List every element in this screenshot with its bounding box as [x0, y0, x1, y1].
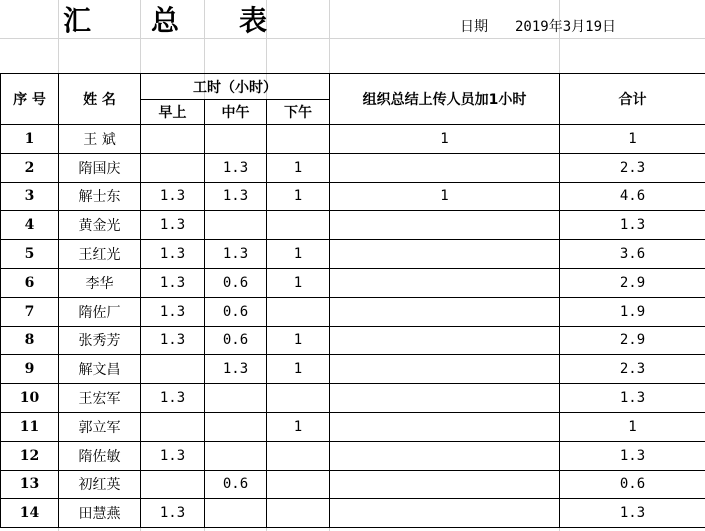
table-row	[1, 153, 705, 182]
cell-extra-hour[interactable]	[330, 240, 560, 269]
cell-total[interactable]: 1.3	[560, 384, 705, 413]
cell-morning[interactable]	[141, 470, 205, 499]
table-row	[1, 268, 705, 297]
cell-name[interactable]: 王红光	[59, 240, 141, 269]
cell-noon[interactable]	[205, 384, 267, 413]
cell-name[interactable]: 解文昌	[59, 355, 141, 384]
cell-total[interactable]: 1.9	[560, 297, 705, 326]
cell-noon[interactable]	[205, 125, 267, 154]
summary-table	[0, 73, 705, 528]
cell-seq[interactable]: 4	[1, 211, 59, 240]
cell-noon[interactable]: 0.6	[205, 326, 267, 355]
cell-name[interactable]: 田慧燕	[59, 499, 141, 528]
header-name[interactable]: 姓 名	[59, 74, 141, 125]
table-row	[1, 211, 705, 240]
title-char-2: 总	[150, 4, 179, 37]
cell-morning[interactable]: 1.3	[141, 268, 205, 297]
header-seq[interactable]: 序 号	[1, 74, 59, 125]
cell-name[interactable]: 解士东	[59, 182, 141, 211]
cell-noon[interactable]: 1.3	[205, 355, 267, 384]
table-row	[1, 297, 705, 326]
cell-noon[interactable]: 0.6	[205, 297, 267, 326]
cell-morning[interactable]	[141, 412, 205, 441]
cell-name[interactable]: 初红英	[59, 470, 141, 499]
cell-total[interactable]: 3.6	[560, 240, 705, 269]
cell-name[interactable]: 黄金光	[59, 211, 141, 240]
header-afternoon[interactable]: 下午	[267, 100, 330, 125]
cell-name[interactable]: 隋国庆	[59, 153, 141, 182]
cell-seq[interactable]: 3	[1, 182, 59, 211]
cell-noon[interactable]: 0.6	[205, 268, 267, 297]
cell-noon[interactable]: 1.3	[205, 240, 267, 269]
cell-afternoon[interactable]	[267, 470, 330, 499]
date-value: 2019年3月19日	[515, 19, 617, 35]
cell-morning[interactable]: 1.3	[141, 326, 205, 355]
cell-noon[interactable]	[205, 499, 267, 528]
cell-seq[interactable]: 8	[1, 326, 59, 355]
cell-morning[interactable]: 1.3	[141, 499, 205, 528]
table-row	[1, 355, 705, 384]
cell-morning[interactable]	[141, 125, 205, 154]
cell-morning[interactable]: 1.3	[141, 441, 205, 470]
cell-seq[interactable]: 11	[1, 412, 59, 441]
cell-morning[interactable]	[141, 355, 205, 384]
cell-afternoon[interactable]	[267, 297, 330, 326]
cell-extra-hour[interactable]	[330, 412, 560, 441]
cell-seq[interactable]: 2	[1, 153, 59, 182]
cell-morning[interactable]: 1.3	[141, 384, 205, 413]
cell-name[interactable]: 王 斌	[59, 125, 141, 154]
header-morning[interactable]: 早上	[141, 100, 205, 125]
cell-afternoon[interactable]: 1	[267, 412, 330, 441]
cell-afternoon[interactable]	[267, 499, 330, 528]
header-noon[interactable]: 中午	[205, 100, 267, 125]
cell-extra-hour[interactable]: 1	[330, 125, 560, 154]
cell-noon[interactable]	[205, 412, 267, 441]
cell-extra-hour[interactable]	[330, 384, 560, 413]
cell-morning[interactable]	[141, 153, 205, 182]
table-row	[1, 412, 705, 441]
cell-afternoon[interactable]	[267, 384, 330, 413]
cell-seq[interactable]: 7	[1, 297, 59, 326]
cell-name[interactable]: 李华	[59, 268, 141, 297]
sheet-title	[0, 4, 330, 38]
cell-extra-hour[interactable]	[330, 211, 560, 240]
cell-noon[interactable]: 1.3	[205, 182, 267, 211]
table-row	[1, 125, 705, 154]
cell-noon[interactable]	[205, 211, 267, 240]
table-row	[1, 499, 705, 528]
table-row	[1, 470, 705, 499]
cell-afternoon[interactable]: 1	[267, 182, 330, 211]
cell-total[interactable]: 2.9	[560, 268, 705, 297]
title-char-3: 表	[239, 4, 268, 37]
cell-seq[interactable]: 5	[1, 240, 59, 269]
cell-noon[interactable]: 1.3	[205, 153, 267, 182]
cell-seq[interactable]: 6	[1, 268, 59, 297]
cell-extra-hour[interactable]: 1	[330, 182, 560, 211]
table-row	[1, 182, 705, 211]
cell-total[interactable]: 1	[560, 412, 705, 441]
cell-afternoon[interactable]: 1	[267, 153, 330, 182]
cell-name[interactable]: 隋佐厂	[59, 297, 141, 326]
cell-seq[interactable]: 1	[1, 125, 59, 154]
cell-name[interactable]: 张秀芳	[59, 326, 141, 355]
cell-afternoon[interactable]	[267, 441, 330, 470]
date-label: 日期	[460, 19, 488, 35]
cell-noon[interactable]: 0.6	[205, 470, 267, 499]
cell-morning[interactable]: 1.3	[141, 297, 205, 326]
header-total[interactable]: 合计	[560, 74, 705, 125]
cell-afternoon[interactable]: 1	[267, 355, 330, 384]
cell-extra-hour[interactable]	[330, 297, 560, 326]
cell-seq[interactable]: 10	[1, 384, 59, 413]
cell-extra-hour[interactable]	[330, 326, 560, 355]
header-hours[interactable]: 工时（小时）	[141, 74, 330, 100]
cell-total[interactable]: 1.3	[560, 499, 705, 528]
cell-afternoon[interactable]: 1	[267, 326, 330, 355]
cell-extra-hour[interactable]	[330, 441, 560, 470]
title-char-1: 汇	[62, 4, 91, 37]
cell-total[interactable]: 4.6	[560, 182, 705, 211]
cell-seq[interactable]: 9	[1, 355, 59, 384]
header-extra-hour[interactable]: 组织总结上传人员加1小时	[330, 74, 560, 125]
cell-name[interactable]: 王宏军	[59, 384, 141, 413]
table-row	[1, 441, 705, 470]
cell-noon[interactable]	[205, 441, 267, 470]
cell-total[interactable]: 2.3	[560, 355, 705, 384]
cell-total[interactable]: 2.9	[560, 326, 705, 355]
cell-name[interactable]: 郭立军	[59, 412, 141, 441]
cell-afternoon[interactable]	[267, 211, 330, 240]
cell-morning[interactable]: 1.3	[141, 240, 205, 269]
cell-morning[interactable]: 1.3	[141, 182, 205, 211]
cell-extra-hour[interactable]	[330, 470, 560, 499]
cell-total[interactable]: 1	[560, 125, 705, 154]
cell-name[interactable]: 隋佐敏	[59, 441, 141, 470]
cell-extra-hour[interactable]	[330, 355, 560, 384]
cell-total[interactable]: 1.3	[560, 211, 705, 240]
cell-afternoon[interactable]	[267, 125, 330, 154]
table-row	[1, 326, 705, 355]
cell-total[interactable]: 0.6	[560, 470, 705, 499]
cell-extra-hour[interactable]	[330, 153, 560, 182]
cell-morning[interactable]: 1.3	[141, 211, 205, 240]
cell-extra-hour[interactable]	[330, 268, 560, 297]
cell-total[interactable]: 2.3	[560, 153, 705, 182]
table-row	[1, 240, 705, 269]
cell-seq[interactable]: 14	[1, 499, 59, 528]
cell-afternoon[interactable]: 1	[267, 268, 330, 297]
cell-total[interactable]: 1.3	[560, 441, 705, 470]
cell-afternoon[interactable]: 1	[267, 240, 330, 269]
cell-seq[interactable]: 12	[1, 441, 59, 470]
cell-seq[interactable]: 13	[1, 470, 59, 499]
table-row	[1, 384, 705, 413]
cell-extra-hour[interactable]	[330, 499, 560, 528]
